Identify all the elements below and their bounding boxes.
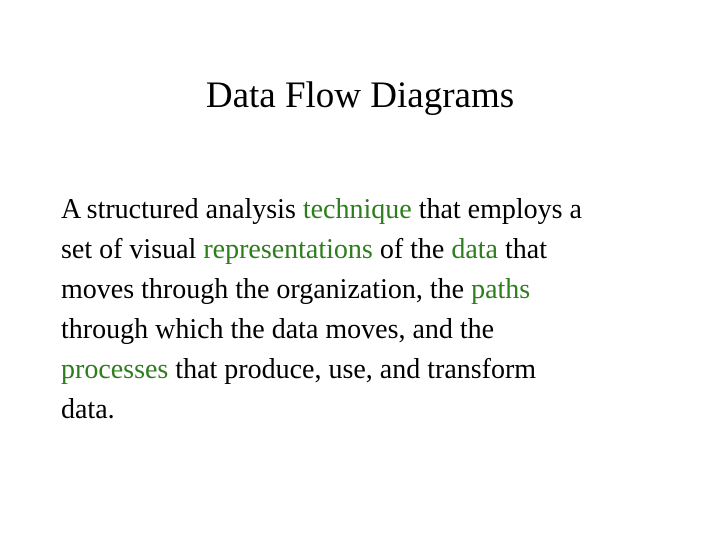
body-text-segment: that produce, use, and transform [168,354,537,385]
definition-line [61,230,681,270]
body-text-segment: of the [372,234,452,265]
definition-line [61,310,681,350]
highlighted-term: technique [302,194,412,225]
body-text-segment: A structured analysis [61,194,303,225]
definition-line [61,350,681,390]
highlighted-term: representations [203,234,373,265]
body-text-segment: that employs a [411,194,582,225]
definition-line [61,390,681,430]
definition-line [61,270,681,310]
highlighted-term: data [451,234,498,265]
highlighted-term: paths [471,274,531,305]
body-text-segment: data. [61,394,115,425]
body-text-segment: that [497,234,547,265]
body-text-segment: through which the data moves, and the [61,314,495,345]
highlighted-term: processes [61,354,169,385]
definition-text [61,190,681,430]
slide-title: Data Flow Diagrams [205,75,515,116]
body-text-segment: moves through the organization, the [61,274,472,305]
definition-line [61,190,681,230]
body-text-segment: set of visual [61,234,204,265]
